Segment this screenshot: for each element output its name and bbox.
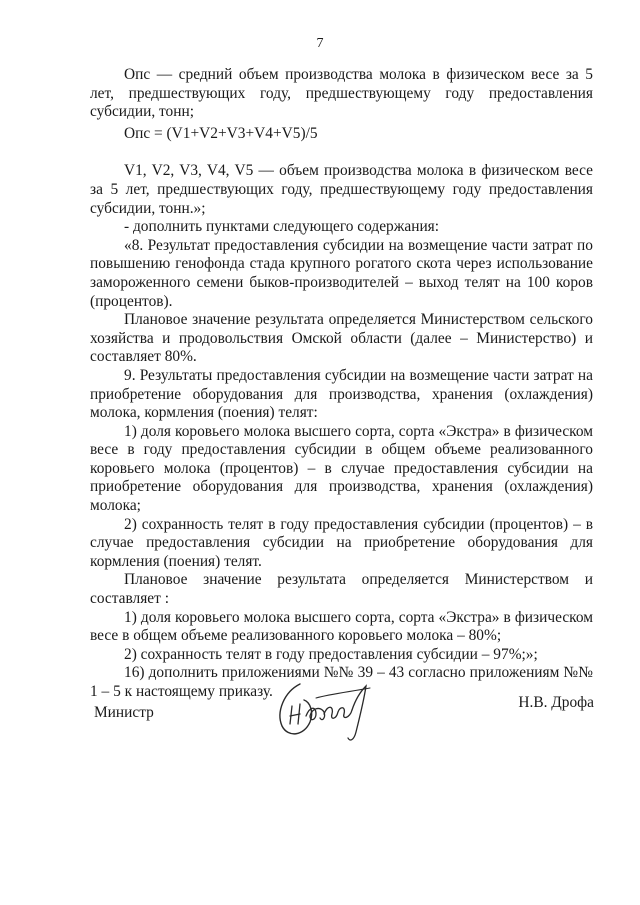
paragraph-item-9: 9. Результаты предоставления субсидии на возмещение части затрат на приобретение оборудования для производства, хранения (охлаждения) молока, кормления (поения) телят: — [90, 366, 593, 422]
paragraph-v-definition: V1, V2, V3, V4, V5 — объем производства молока в физическом весе за 5 лет, предшествующих году, предшествующему году предоставления субсидии, тонн.»; — [90, 162, 593, 217]
paragraph-item-16: 16) дополнить приложениями №№ 39 – 43 согласно приложениям №№ 1 – 5 к настоящему приказу. — [90, 664, 593, 700]
paragraph-plan-value-intro: Плановое значение результата определяется Министерством и составляет : — [90, 571, 593, 608]
page-number: 7 — [316, 36, 324, 51]
signer-title: Министр — [94, 704, 154, 721]
paragraph-item-8: «8. Результат предоставления субсидии на возмещение части затрат по повышению генофонда стада крупного рогатого скота через использование замороженного семени быков-производителей – выход телят на 100 коров (процентов). — [90, 236, 593, 310]
paragraph-item-9-1: 1) доля коровьего молока высшего сорта, сорта «Экстра» в физическом весе в году предоставления субсидии в общем объеме реализованного коровьего молока (процентов) – в случае предоставления субсидии на приобретение оборудования для производства, хранения (охлаждения) молока; — [90, 422, 593, 515]
paragraph-add-items: - дополнить пунктами следующего содержания: — [124, 218, 440, 236]
document-body — [90, 66, 593, 702]
paragraph-plan-value-2: 2) сохранность телят в году предоставления субсидии – 97%;»; — [124, 645, 538, 663]
formula-ops: Опс = (V1+V2+V3+V4+V5)/5 — [124, 124, 318, 142]
handwritten-signature — [270, 676, 380, 748]
paragraph-plan-value-80: Плановое значение результата определяется Министерством сельского хозяйства и продовольствия Омской области (далее – Министерство) и составляет 80%. — [90, 311, 593, 366]
paragraph-plan-value-1: 1) доля коровьего молока высшего сорта, сорта «Экстра» в физическом весе в общем объеме реализованного коровьего молока – 80%; — [90, 608, 593, 645]
signature-block — [90, 676, 594, 756]
paragraph-ops-definition: Опс — средний объем производства молока в физическом весе за 5 лет, предшествующих году, предшествующему году предоставления субсидии, тонн; — [90, 66, 593, 121]
paragraph-item-9-2: 2) сохранность телят в году предоставления субсидии (процентов) – в случае предоставления субсидии на приобретение оборудования для кормления (поения) телят. — [90, 515, 593, 570]
signer-name: Н.В. Дрофа — [518, 694, 594, 711]
